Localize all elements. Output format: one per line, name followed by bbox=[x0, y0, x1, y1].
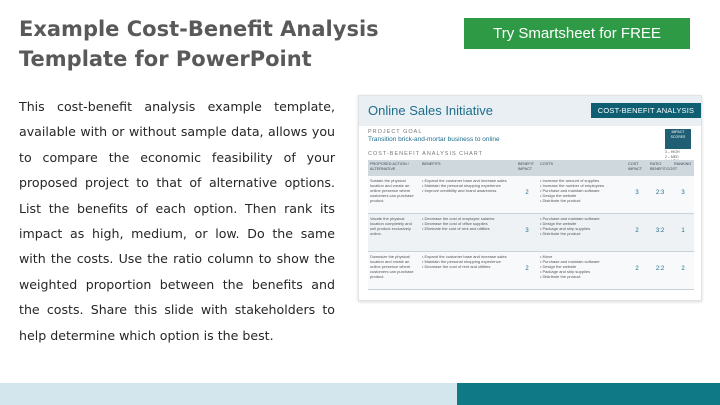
list-item: • Expand the customer base and increase sales bbox=[422, 254, 514, 259]
list-item: • Maintain the personal shopping experience bbox=[422, 259, 514, 264]
list-item: • Purchase and maintain software bbox=[540, 259, 624, 264]
list-item: • Decrease the cost of rent and utilities bbox=[422, 264, 514, 269]
row-costs bbox=[538, 214, 626, 251]
template-preview-image bbox=[358, 95, 702, 301]
header-costs: COSTS bbox=[540, 162, 554, 166]
list-item: • Move bbox=[540, 254, 624, 259]
list-item: • Eliminate the cost of rent and utilities bbox=[422, 226, 514, 231]
row-ratio: 2:3 bbox=[655, 190, 665, 196]
header-benefits: BENEFITS bbox=[422, 162, 441, 166]
row-costs bbox=[538, 176, 626, 213]
header-action: PROPOSED ACTION / ALTERNATIVE bbox=[370, 162, 409, 171]
impact-scale-med: 2 – MED bbox=[665, 154, 679, 159]
list-item: • Design the website bbox=[540, 193, 624, 198]
list-item: • Design the website bbox=[540, 264, 624, 269]
preview-chart-label: COST-BENEFIT ANALYSIS CHART bbox=[368, 151, 484, 157]
row-benefit-impact: 2 bbox=[525, 190, 529, 196]
preview-goal-label: PROJECT GOAL bbox=[368, 129, 423, 135]
list-item: • Increase the number of employees bbox=[540, 183, 624, 188]
list-item: • Purchase and maintain software bbox=[540, 188, 624, 193]
row-ratio: 3:2 bbox=[655, 228, 665, 234]
list-item: • Increase the amount of supplies bbox=[540, 178, 624, 183]
slide-title: Example Cost-Benefit Analysis Template for PowerPoint bbox=[19, 17, 379, 71]
table-row bbox=[368, 252, 694, 290]
impact-scale-high: 3 – HIGH bbox=[665, 150, 680, 154]
table-row bbox=[368, 214, 694, 252]
row-benefits bbox=[420, 214, 516, 251]
preview-table-header bbox=[368, 160, 694, 176]
row-costs bbox=[538, 252, 626, 289]
row-cost-impact: 2 bbox=[635, 228, 639, 234]
row-ranking: 2 bbox=[681, 266, 685, 272]
list-item: • Decrease the cost of employee salaries bbox=[422, 216, 514, 221]
row-benefit-impact: 2 bbox=[525, 266, 529, 272]
list-item: • Distribute the product bbox=[540, 198, 624, 203]
row-action: Vacate the physical location completely and sell product exclusively online. bbox=[370, 216, 412, 236]
list-item: • Expand the customer base and increase sales bbox=[422, 178, 514, 183]
preview-project-name: Online Sales Initiative bbox=[368, 103, 494, 118]
preview-badge: COST-BENEFIT ANALYSIS bbox=[591, 103, 701, 118]
header-ranking: RANKING bbox=[674, 162, 692, 166]
footer-band-dark bbox=[457, 383, 720, 405]
row-benefit-impact: 3 bbox=[525, 228, 529, 234]
row-ranking: 3 bbox=[681, 190, 685, 196]
row-action: Sustain the physical location and create an online presence where customers can purchase product. bbox=[370, 178, 414, 203]
preview-table bbox=[368, 160, 694, 290]
list-item: • Distribute the product bbox=[540, 274, 624, 279]
description-text: This cost-benefit analysis example template, available with or without sample data, allows you to compare the economic feasibility of your proposed project to that of alternative options. List the benefits of each option. Then rank its impact as high, medium, or low. Do the same with the costs. Use the ratio column to show the weighted proportion between the benefits and the costs. Share this slide with stakeholders to help determine which option is the best. bbox=[19, 99, 335, 343]
row-cost-impact: 3 bbox=[635, 190, 639, 196]
row-benefits bbox=[420, 176, 516, 213]
header-cost-impact: COST IMPACT bbox=[628, 162, 643, 171]
row-action: Downsize the physical location and create an online presence where customers can purchase product. bbox=[370, 254, 414, 279]
header-ratio: RATIO BENEFIT:COST bbox=[650, 162, 678, 171]
header-benefit-impact: BENEFIT IMPACT bbox=[518, 162, 534, 171]
list-item: • Design the website bbox=[540, 221, 624, 226]
list-item: • Maintain the personal shopping experience bbox=[422, 183, 514, 188]
row-ranking: 1 bbox=[681, 228, 685, 234]
preview-impact-key: IMPACT SCORES bbox=[665, 129, 691, 149]
list-item: • Improve credibility and brand awareness bbox=[422, 188, 514, 193]
row-benefits bbox=[420, 252, 516, 289]
list-item: • Package and ship supplies bbox=[540, 269, 624, 274]
footer-band-light bbox=[0, 383, 457, 405]
table-row bbox=[368, 176, 694, 214]
try-smartsheet-button[interactable]: Try Smartsheet for FREE bbox=[464, 18, 690, 49]
preview-goal: Transition brick-and-mortar business to online bbox=[368, 136, 500, 143]
row-cost-impact: 2 bbox=[635, 266, 639, 272]
list-item: • Decrease the cost of office supplies bbox=[422, 221, 514, 226]
list-item: • Package and ship supplies bbox=[540, 226, 624, 231]
list-item: • Purchase and maintain software bbox=[540, 216, 624, 221]
row-ratio: 2:2 bbox=[655, 266, 665, 272]
list-item: • Distribute the product bbox=[540, 231, 624, 236]
